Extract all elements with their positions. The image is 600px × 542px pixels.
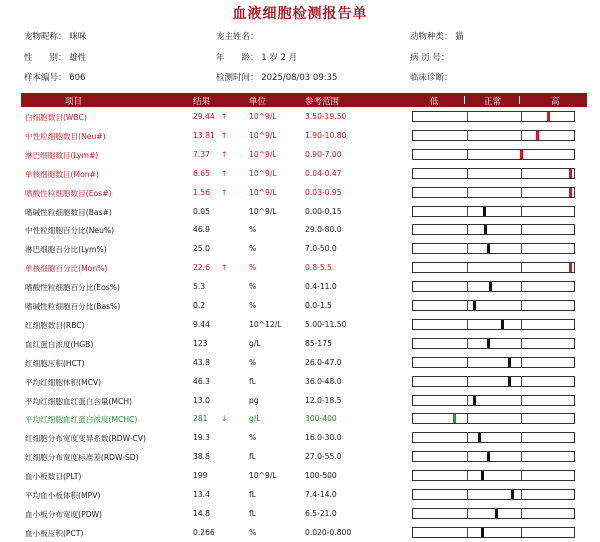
range-indicator [412, 262, 575, 273]
item-result: 19.3 [193, 433, 210, 443]
range-indicator [412, 451, 575, 462]
item-result: 22.6 [193, 263, 210, 273]
table-row [21, 486, 587, 504]
range-indicator [412, 432, 575, 443]
range-divider [521, 188, 522, 197]
table-row [21, 429, 587, 447]
range-marker [487, 339, 490, 348]
range-divider [521, 358, 522, 367]
item-result: 7.37 [193, 149, 210, 159]
header-result: 结果 [193, 97, 211, 107]
species-field [410, 30, 464, 42]
item-range: 16.0-30.0 [305, 433, 342, 443]
range-indicator [412, 300, 575, 311]
range-marker [489, 282, 492, 291]
item-range: 12.0-18.5 [305, 395, 342, 405]
species-value: 猫 [455, 32, 464, 42]
header-low: 低 [430, 97, 439, 107]
item-name: 嗜酸性粒细胞数目(Eos#) [25, 188, 112, 198]
record-label: 病 历 号： [410, 53, 450, 63]
header-normal: 正常 [484, 97, 502, 107]
item-unit: fL [249, 508, 256, 518]
item-name: 淋巴细胞百分比(Lym%) [25, 245, 107, 255]
range-indicator [412, 130, 575, 141]
item-unit: % [249, 357, 257, 367]
pet-name-value: 咪咪 [69, 32, 87, 42]
item-flag: ↑ [221, 130, 228, 140]
age-field [216, 51, 297, 63]
range-divider [467, 225, 468, 234]
item-range: 0.90-7.00 [305, 149, 342, 159]
table-row [21, 259, 587, 277]
item-unit: % [249, 225, 257, 235]
pet-name-field [24, 30, 86, 42]
table-row [21, 184, 587, 202]
table-row [21, 335, 587, 353]
item-range: 3.50-19.50 [305, 112, 347, 121]
item-range: 0.04-0.47 [305, 168, 342, 178]
item-unit: 10^9/L [249, 187, 277, 197]
item-result: 5.3 [193, 282, 206, 292]
item-result: 13.4 [193, 490, 210, 499]
range-marker [508, 377, 511, 386]
range-divider [521, 112, 522, 121]
item-name: 中性粒细胞百分比(Neu%) [25, 226, 115, 236]
range-divider [467, 188, 468, 197]
item-unit: % [249, 282, 257, 292]
range-indicator [412, 413, 575, 424]
range-marker [473, 396, 476, 405]
range-divider [467, 282, 468, 291]
item-unit: fL [249, 452, 256, 462]
range-indicator [412, 224, 575, 235]
item-name: 血小板分布宽度(PDW) [25, 509, 103, 519]
item-unit: 10^9/L [249, 130, 277, 140]
range-marker [547, 112, 550, 121]
item-name: 平均红细胞血红蛋白含量(MCH) [25, 396, 133, 406]
range-marker [569, 263, 572, 272]
table-row [21, 108, 587, 126]
item-result: 1.56 [193, 187, 210, 197]
header-high: 高 [551, 97, 560, 107]
range-divider [467, 207, 468, 216]
item-name: 平均红细胞体积(MCV) [25, 377, 102, 387]
item-unit: 10^9/L [249, 112, 277, 121]
sample-label: 样本编号： [24, 73, 67, 83]
range-divider [467, 452, 468, 461]
item-range: 6.5-21.0 [305, 508, 337, 518]
sex-label: 性 别： [24, 53, 67, 63]
item-result: 29.44 [193, 112, 215, 121]
range-divider [521, 131, 522, 140]
range-indicator [412, 376, 575, 387]
item-name: 血小板数目(PLT) [25, 472, 82, 482]
item-result: 14.8 [193, 508, 210, 518]
table-row [21, 278, 587, 296]
range-marker [511, 490, 514, 499]
item-name: 红细胞分布宽度标准差(RDW-SD) [25, 453, 139, 463]
range-indicator [412, 243, 575, 254]
range-indicator [412, 470, 575, 481]
range-marker [487, 244, 490, 253]
item-range: 0.0-1.5 [305, 301, 332, 310]
item-range: 300-400 [305, 414, 337, 424]
item-flag: ↑ [221, 263, 228, 273]
range-divider [521, 320, 522, 329]
owner-field [216, 30, 259, 42]
sample-field [24, 71, 85, 83]
range-divider [467, 433, 468, 442]
item-result: 43.8 [193, 357, 210, 367]
item-name: 单核细胞百分比(Mon%) [25, 264, 108, 274]
range-divider [521, 377, 522, 386]
range-indicator [412, 281, 575, 292]
item-result: 38.8 [193, 452, 210, 462]
table-row [21, 467, 587, 485]
range-marker [569, 169, 572, 178]
item-name: 红细胞分布宽度变异系数(RDW-CV) [25, 434, 147, 444]
table-row [21, 316, 587, 334]
range-marker [484, 225, 487, 234]
range-divider [521, 282, 522, 291]
item-result: 13.81 [193, 130, 215, 140]
item-unit: pg [249, 395, 259, 405]
range-divider [467, 490, 468, 499]
range-indicator [412, 111, 575, 122]
item-range: 0.020-0.800 [305, 527, 352, 537]
header-range: 参考范围 [305, 97, 340, 107]
range-indicator [412, 527, 575, 538]
record-field [410, 51, 449, 63]
range-divider [467, 471, 468, 480]
pet-name-label: 宠物昵称： [24, 32, 67, 42]
age-value: 1 岁 2 月 [261, 53, 298, 63]
age-label: 年 龄： [216, 53, 259, 63]
range-indicator [412, 338, 575, 349]
table-row [21, 505, 587, 523]
table-row [21, 221, 587, 239]
item-range: 36.0-48.0 [305, 376, 342, 386]
item-result: 9.44 [193, 319, 210, 329]
range-indicator [412, 489, 575, 500]
range-divider [521, 225, 522, 234]
item-unit: 10^12/L [249, 319, 282, 329]
header-unit: 单位 [249, 97, 267, 107]
sex-value: 雄性 [69, 53, 87, 63]
table-row [21, 410, 587, 428]
table-row [21, 373, 587, 391]
item-name: 嗜酸性粒细胞百分比(Eos%) [25, 283, 120, 293]
range-divider [521, 263, 522, 272]
table-header [21, 93, 587, 107]
report-title: 血液细胞检测报告单 [232, 6, 368, 22]
item-name: 血小板压积(PCT) [25, 528, 84, 538]
item-range: 85-175 [305, 338, 332, 348]
range-divider [467, 320, 468, 329]
table-row [21, 448, 587, 466]
range-marker [487, 452, 490, 461]
table-row [21, 297, 587, 315]
range-divider [521, 396, 522, 405]
item-unit: 10^9/L [249, 168, 277, 178]
range-divider [467, 263, 468, 272]
range-divider [467, 150, 468, 159]
item-unit: fL [249, 376, 256, 386]
range-marker [508, 358, 511, 367]
table-row [21, 392, 587, 410]
item-range: 5.00-11.50 [305, 319, 347, 329]
header-divider [464, 96, 465, 104]
item-flag: ↑ [221, 168, 228, 178]
time-field [216, 71, 337, 83]
item-flag: ↓ [221, 414, 228, 424]
range-divider [521, 433, 522, 442]
item-range: 29.0-80.0 [305, 225, 342, 235]
diagnosis-label: 临床诊断： [410, 73, 453, 83]
range-divider [521, 528, 522, 537]
item-unit: 10^9/L [249, 471, 277, 481]
range-marker [483, 207, 486, 216]
item-result: 46.3 [193, 376, 210, 386]
time-value: 2025/08/03 09:35 [261, 73, 338, 83]
item-result: 46.9 [193, 225, 210, 235]
range-marker [569, 188, 572, 197]
range-marker [481, 528, 484, 537]
item-range: 0.4-11.0 [305, 282, 337, 292]
item-unit: g/L [249, 338, 261, 348]
item-result: 0.05 [193, 206, 210, 216]
range-divider [467, 414, 468, 423]
range-divider [467, 339, 468, 348]
table-row [21, 240, 587, 258]
table-row [21, 203, 587, 221]
item-range: 7.4-14.0 [305, 490, 337, 499]
range-indicator [412, 187, 575, 198]
range-indicator [412, 168, 575, 179]
item-result: 0.266 [193, 527, 215, 537]
range-divider [521, 301, 522, 310]
item-name: 淋巴细胞数目(Lym#) [25, 150, 99, 160]
item-unit: g/L [249, 414, 261, 424]
table-row [21, 165, 587, 183]
range-divider [467, 528, 468, 537]
item-result: 6.65 [193, 168, 210, 178]
item-range: 100-500 [305, 471, 337, 481]
range-marker [481, 471, 484, 480]
range-divider [467, 112, 468, 121]
item-result: 13.0 [193, 395, 210, 405]
table-row [21, 524, 587, 542]
range-indicator [412, 357, 575, 368]
item-name: 红细胞压积(HCT) [25, 358, 85, 368]
range-divider [521, 490, 522, 499]
range-divider [467, 169, 468, 178]
item-name: 平均血小板体积(MPV) [25, 491, 101, 500]
header-item: 项目 [65, 97, 83, 107]
item-unit: fL [249, 490, 256, 499]
item-name: 红细胞数目(RBC) [25, 320, 85, 330]
range-indicator [412, 508, 575, 519]
item-range: 0.00-0.15 [305, 206, 342, 216]
time-label: 检测时间： [216, 73, 259, 83]
range-indicator [412, 319, 575, 330]
item-unit: % [249, 433, 257, 443]
header-divider [519, 96, 520, 104]
range-indicator [412, 149, 575, 160]
range-divider [521, 471, 522, 480]
item-result: 0.2 [193, 301, 206, 310]
item-unit: % [249, 527, 257, 537]
range-marker [495, 509, 498, 518]
range-marker [501, 320, 504, 329]
table-row [21, 354, 587, 372]
item-name: 白细胞数目(WBC) [25, 113, 87, 122]
range-divider [521, 452, 522, 461]
range-divider [467, 131, 468, 140]
species-label: 动物种类： [410, 32, 453, 42]
item-range: 26.0-47.0 [305, 357, 342, 367]
range-divider [467, 377, 468, 386]
item-unit: % [249, 263, 257, 273]
owner-label: 宠主姓名： [216, 32, 259, 42]
range-divider [467, 244, 468, 253]
item-range: 1.90-10.80 [305, 130, 347, 140]
item-name: 平均红细胞血红蛋白浓度(MCHC) [25, 415, 138, 425]
range-divider [521, 169, 522, 178]
range-marker [478, 433, 481, 442]
range-indicator [412, 395, 575, 406]
item-unit: % [249, 301, 257, 310]
item-result: 123 [193, 338, 208, 348]
range-divider [467, 301, 468, 310]
range-marker [453, 414, 456, 423]
item-range: 7.0-50.0 [305, 244, 337, 254]
item-name: 血红蛋白浓度(HGB) [25, 339, 94, 349]
item-result: 25.0 [193, 244, 210, 254]
item-result: 199 [193, 471, 208, 481]
item-flag: ↑ [221, 187, 228, 197]
item-name: 中性粒细胞数目(Neu#) [25, 131, 106, 141]
range-divider [521, 207, 522, 216]
item-name: 嗜碱性粒细胞数目(Bas#) [25, 207, 112, 217]
item-unit: % [249, 244, 257, 254]
item-range: 27.0-55.0 [305, 452, 342, 462]
item-unit: 10^9/L [249, 149, 277, 159]
item-result: 281 [193, 414, 208, 424]
range-indicator [412, 206, 575, 217]
item-flag: ↑ [221, 112, 228, 121]
range-marker [536, 131, 539, 140]
range-divider [467, 509, 468, 518]
sex-field [24, 51, 86, 63]
sample-value: 606 [69, 73, 86, 83]
range-divider [521, 339, 522, 348]
range-divider [521, 244, 522, 253]
item-range: 0.8-5.5 [305, 263, 332, 273]
table-row [21, 146, 587, 164]
item-range: 0.03-0.95 [305, 187, 342, 197]
diagnosis-field [410, 71, 453, 83]
item-name: 嗜碱性粒细胞百分比(Bas%) [25, 302, 121, 311]
range-marker [473, 301, 476, 310]
item-flag: ↑ [221, 149, 228, 159]
table-row [21, 127, 587, 145]
range-divider [467, 358, 468, 367]
range-divider [521, 509, 522, 518]
range-divider [467, 396, 468, 405]
item-unit: 10^9/L [249, 206, 277, 216]
range-divider [521, 414, 522, 423]
item-name: 单核细胞数目(Mon#) [25, 169, 99, 179]
range-marker [520, 150, 523, 159]
